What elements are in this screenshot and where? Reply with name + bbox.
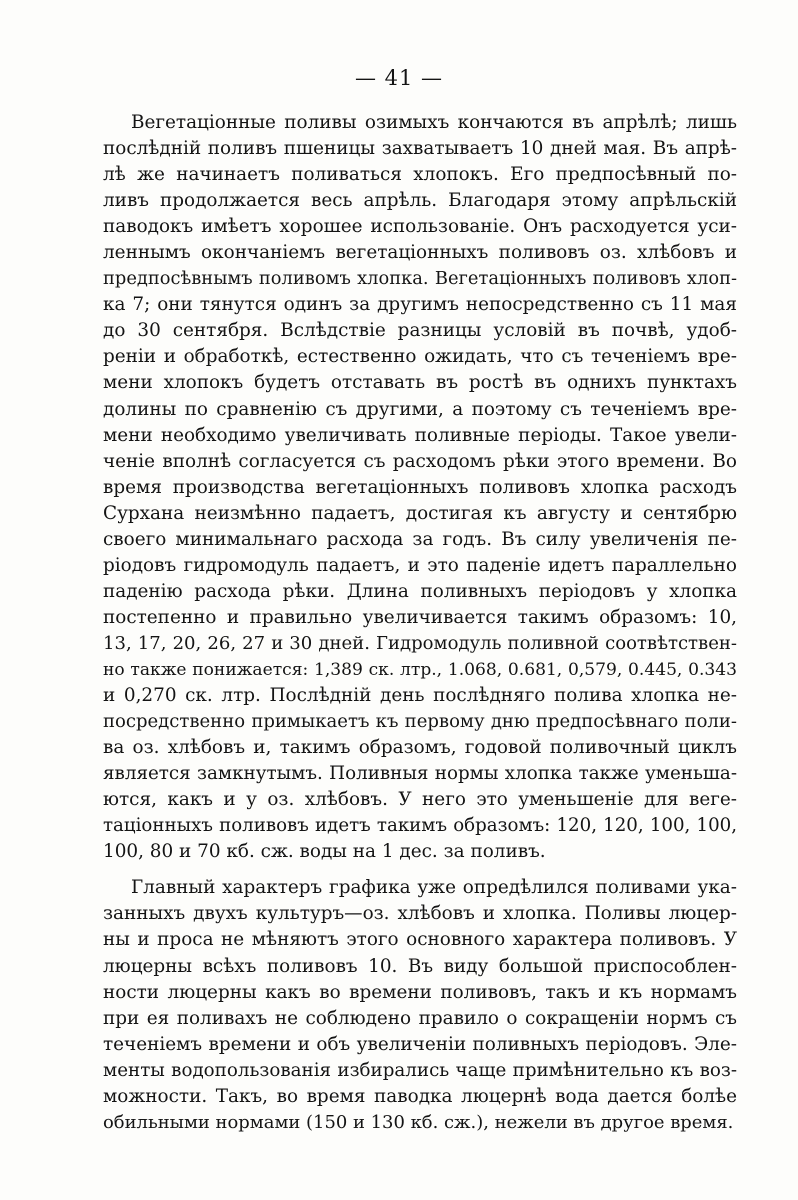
text-line: Сурхана неизмѣнно падаетъ, достигая къ августу и сентябрю xyxy=(103,502,737,524)
text-line: посредственно примыкаетъ къ первому дню предпосѣвнаго поли- xyxy=(103,711,737,733)
text-line: люцерны всѣхъ поливовъ 10. Въ виду большой приспособлен- xyxy=(103,955,737,977)
text-line: мени хлопокъ будетъ отставать въ ростѣ въ однихъ пунктахъ xyxy=(103,372,737,394)
text-line: паводокъ имѣетъ хорошее использованіе. Онъ расходуется уси- xyxy=(103,216,737,238)
text-line: время производства вегетаціонныхъ поливовъ хлопка расходъ xyxy=(103,476,737,498)
text-line: постепенно и правильно увеличивается такимъ образомъ: 10, xyxy=(103,606,737,628)
text-line: при ея поливахъ не соблюдено правило о сокращеніи нормъ съ xyxy=(103,1007,737,1029)
text-line: ливъ продолжается весь апрѣль. Благодаря этому апрѣльскій xyxy=(103,190,737,212)
text-line: и 0,270 ск. лтр. Послѣдній день послѣдняго полива хлопка не- xyxy=(103,685,737,707)
text-line: Главный характеръ графика уже опредѣлился поливами ука- xyxy=(131,877,737,899)
text-line: обильными нормами (150 и 130 кб. сж.), нежели въ другое время. xyxy=(103,1111,734,1133)
text-line: мени необходимо увеличивать поливные періоды. Такое увели- xyxy=(103,424,737,446)
text-line: теченіемъ времени и объ увеличеніи поливныхъ періодовъ. Эле- xyxy=(103,1033,737,1055)
text-line: Вегетаціонные поливы озимыхъ кончаются въ апрѣлѣ; лишь xyxy=(131,112,737,133)
text-line: ности люцерны какъ во времени поливовъ, такъ и къ нормамъ xyxy=(103,981,737,1003)
text-line: можности. Такъ, во время паводка люцернѣ вода дается болѣе xyxy=(103,1085,737,1107)
text-line: но также понижается: 1,389 ск. лтр., 1.068, 0.681, 0,579, 0.445, 0.343 xyxy=(103,659,737,680)
text-line: ріодовъ гидромодуль падаетъ, и это паденіе идетъ параллельно xyxy=(103,554,737,576)
text-line: леннымъ окончаніемъ вегетаціонныхъ поливовъ оз. хлѣбовъ и xyxy=(103,242,737,264)
paragraph-gap xyxy=(103,865,737,875)
text-line: 100, 80 и 70 кб. сж. воды на 1 дес. за поливъ. xyxy=(103,841,546,863)
text-line: 13, 17, 20, 26, 27 и 30 дней. Гидромодуль поливной соотвѣтствен- xyxy=(103,632,737,654)
text-line: реніи и обработкѣ, естественно ожидать, что съ теченіемъ вре- xyxy=(103,346,737,368)
text-line: предпосѣвнымъ поливомъ хлопка. Вегетаціонныхъ поливовъ хлоп- xyxy=(103,268,737,290)
text-line: своего минимальнаго расхода за годъ. Въ силу увеличенія пе- xyxy=(103,528,737,550)
text-line: ка 7; они тянутся одинъ за другимъ непосредственно съ 11 мая xyxy=(103,294,737,316)
text-line: является замкнутымъ. Поливныя нормы хлопка также уменьша- xyxy=(103,763,737,785)
text-line: до 30 сентября. Вслѣдствіе разницы условій въ почвѣ, удоб- xyxy=(103,320,737,342)
text-line: долины по сравненію съ другими, а поэтому съ теченіемъ вре- xyxy=(103,398,737,420)
text-line: паденію расхода рѣки. Длина поливныхъ періодовъ у хлопка xyxy=(103,580,737,602)
paragraph-1 xyxy=(103,110,737,865)
text-line: ченіе вполнѣ согласуется съ расходомъ рѣки этого времени. Во xyxy=(103,450,737,472)
text-line: ва оз. хлѣбовъ и, такимъ образомъ, годовой поливочный циклъ xyxy=(103,737,737,759)
text-line: таціонныхъ поливовъ идетъ такимъ образомъ: 120, 120, 100, 100, xyxy=(103,815,737,837)
body-text xyxy=(103,110,737,1136)
paragraph-2 xyxy=(103,875,737,1135)
text-line: менты водопользованія избирались чаще примѣнительно къ воз- xyxy=(103,1059,737,1081)
text-line: послѣдній поливъ пшеницы захватываетъ 10 дней мая. Въ апрѣ- xyxy=(103,138,737,160)
text-line: лѣ же начинаетъ поливаться хлопокъ. Его предпосѣвный по- xyxy=(103,164,737,186)
text-line: ются, какъ и у оз. хлѣбовъ. У него это уменьшеніе для веге- xyxy=(103,789,737,811)
text-line: занныхъ двухъ культуръ—оз. хлѣбовъ и хлопка. Поливы люцер- xyxy=(103,903,737,925)
page-number: — 41 — xyxy=(354,66,444,90)
text-line: ны и проса не мѣняютъ этого основного характера поливовъ. У xyxy=(103,929,737,951)
